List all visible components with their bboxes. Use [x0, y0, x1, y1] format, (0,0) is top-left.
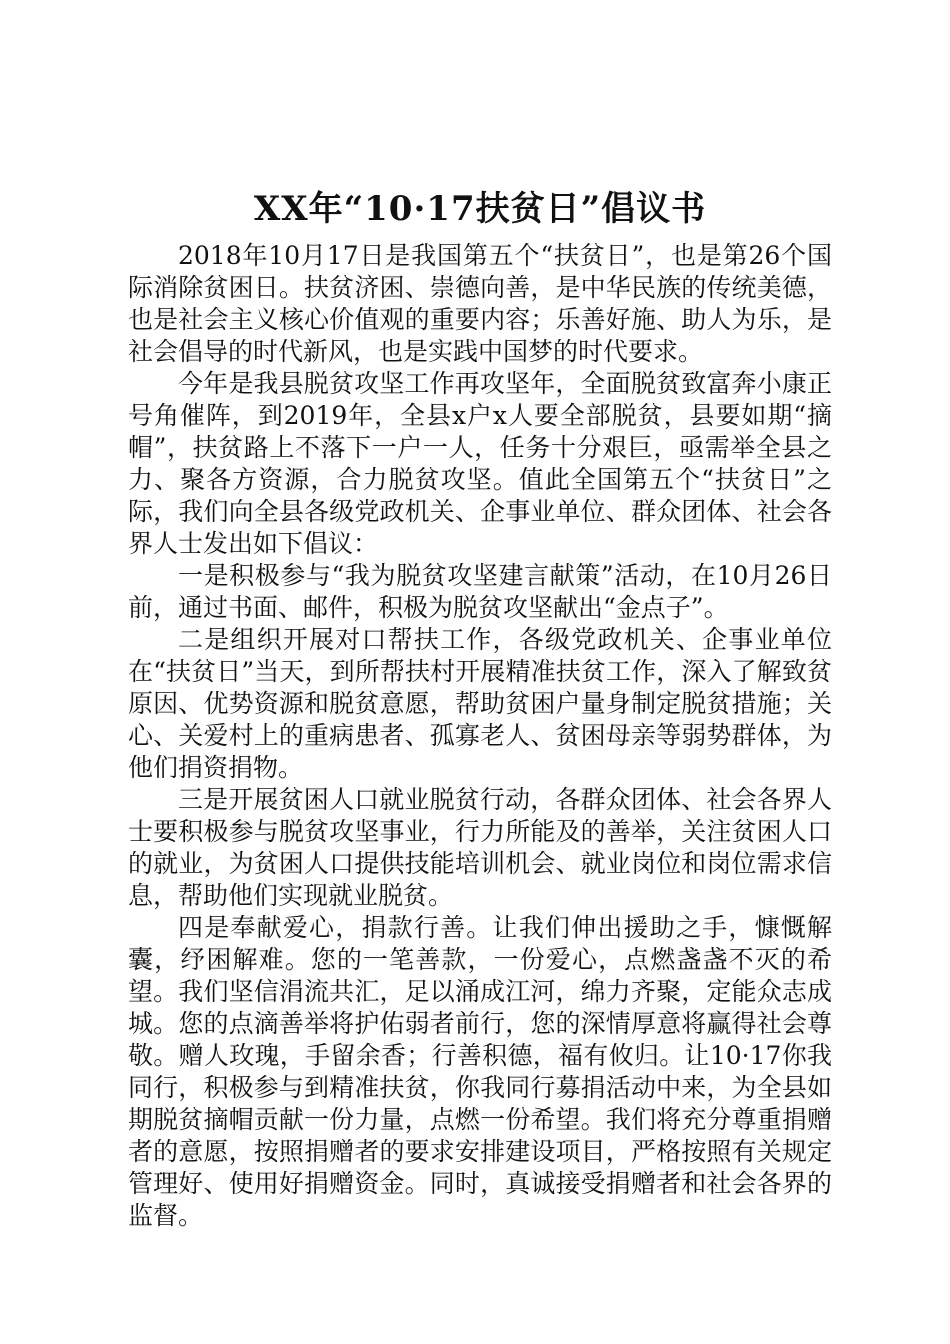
paragraph-background: 今年是我县脱贫攻坚工作再攻坚年，全面脱贫致富奔小康正号角催阵，到2019年，全县x户x人要全部脱贫，县要如期“摘帽”，扶贫路上不落下一户一人，任务十分艰巨，亟需举全县之力、聚各方资源，合力脱贫攻坚。值此全国第五个“扶贫日”之际，我们向全县各级党政机关、企事业单位、群众团体、社会各界人士发出如下倡议： — [128, 369, 832, 558]
paragraph-proposal-3: 三是开展贫困人口就业脱贫行动，各群众团体、社会各界人士要积极参与脱贫攻坚事业，行力所能及的善举，关注贫困人口的就业，为贫困人口提供技能培训机会、就业岗位和岗位需求信息，帮助他们实现就业脱贫。 — [128, 785, 832, 910]
document-body — [128, 186, 832, 1232]
paragraph-proposal-2: 二是组织开展对口帮扶工作，各级党政机关、企事业单位在“扶贫日”当天，到所帮扶村开展精准扶贫工作，深入了解致贫原因、优势资源和脱贫意愿，帮助贫困户量身制定脱贫措施；关心、关爱村上的重病患者、孤寡老人、贫困母亲等弱势群体，为他们捐资捐物。 — [128, 625, 832, 782]
paragraph-intro: 2018年10月17日是我国第五个“扶贫日”，也是第26个国际消除贫困日。扶贫济困、崇德向善，是中华民族的传统美德，也是社会主义核心价值观的重要内容；乐善好施、助人为乐，是社会倡导的时代新风，也是实践中国梦的时代要求。 — [128, 241, 832, 366]
paragraph-proposal-1: 一是积极参与“我为脱贫攻坚建言献策”活动，在10月26日前，通过书面、邮件，积极为脱贫攻坚献出“金点子”。 — [128, 561, 832, 622]
document-title: XX年“10·17扶贫日”倡议书 — [253, 189, 707, 229]
paragraph-proposal-4: 四是奉献爱心，捐款行善。让我们伸出援助之手，慷慨解囊，纾困解难。您的一笔善款，一份爱心，点燃盏盏不灭的希望。我们坚信涓流共汇，足以涌成江河，绵力齐聚，定能众志成城。您的点滴善举将护佑弱者前行，您的深情厚意将赢得社会尊敬。赠人玫瑰，手留余香；行善积德，福有攸归。让10·17你我同行，积极参与到精准扶贫，你我同行募捐活动中来，为全县如期脱贫摘帽贡献一份力量，点燃一份希望。我们将充分尊重捐赠者的意愿，按照捐赠者的要求安排建设项目，严格按照有关规定管理好、使用好捐赠资金。同时，真诚接受捐赠者和社会各界的监督。 — [128, 913, 832, 1230]
